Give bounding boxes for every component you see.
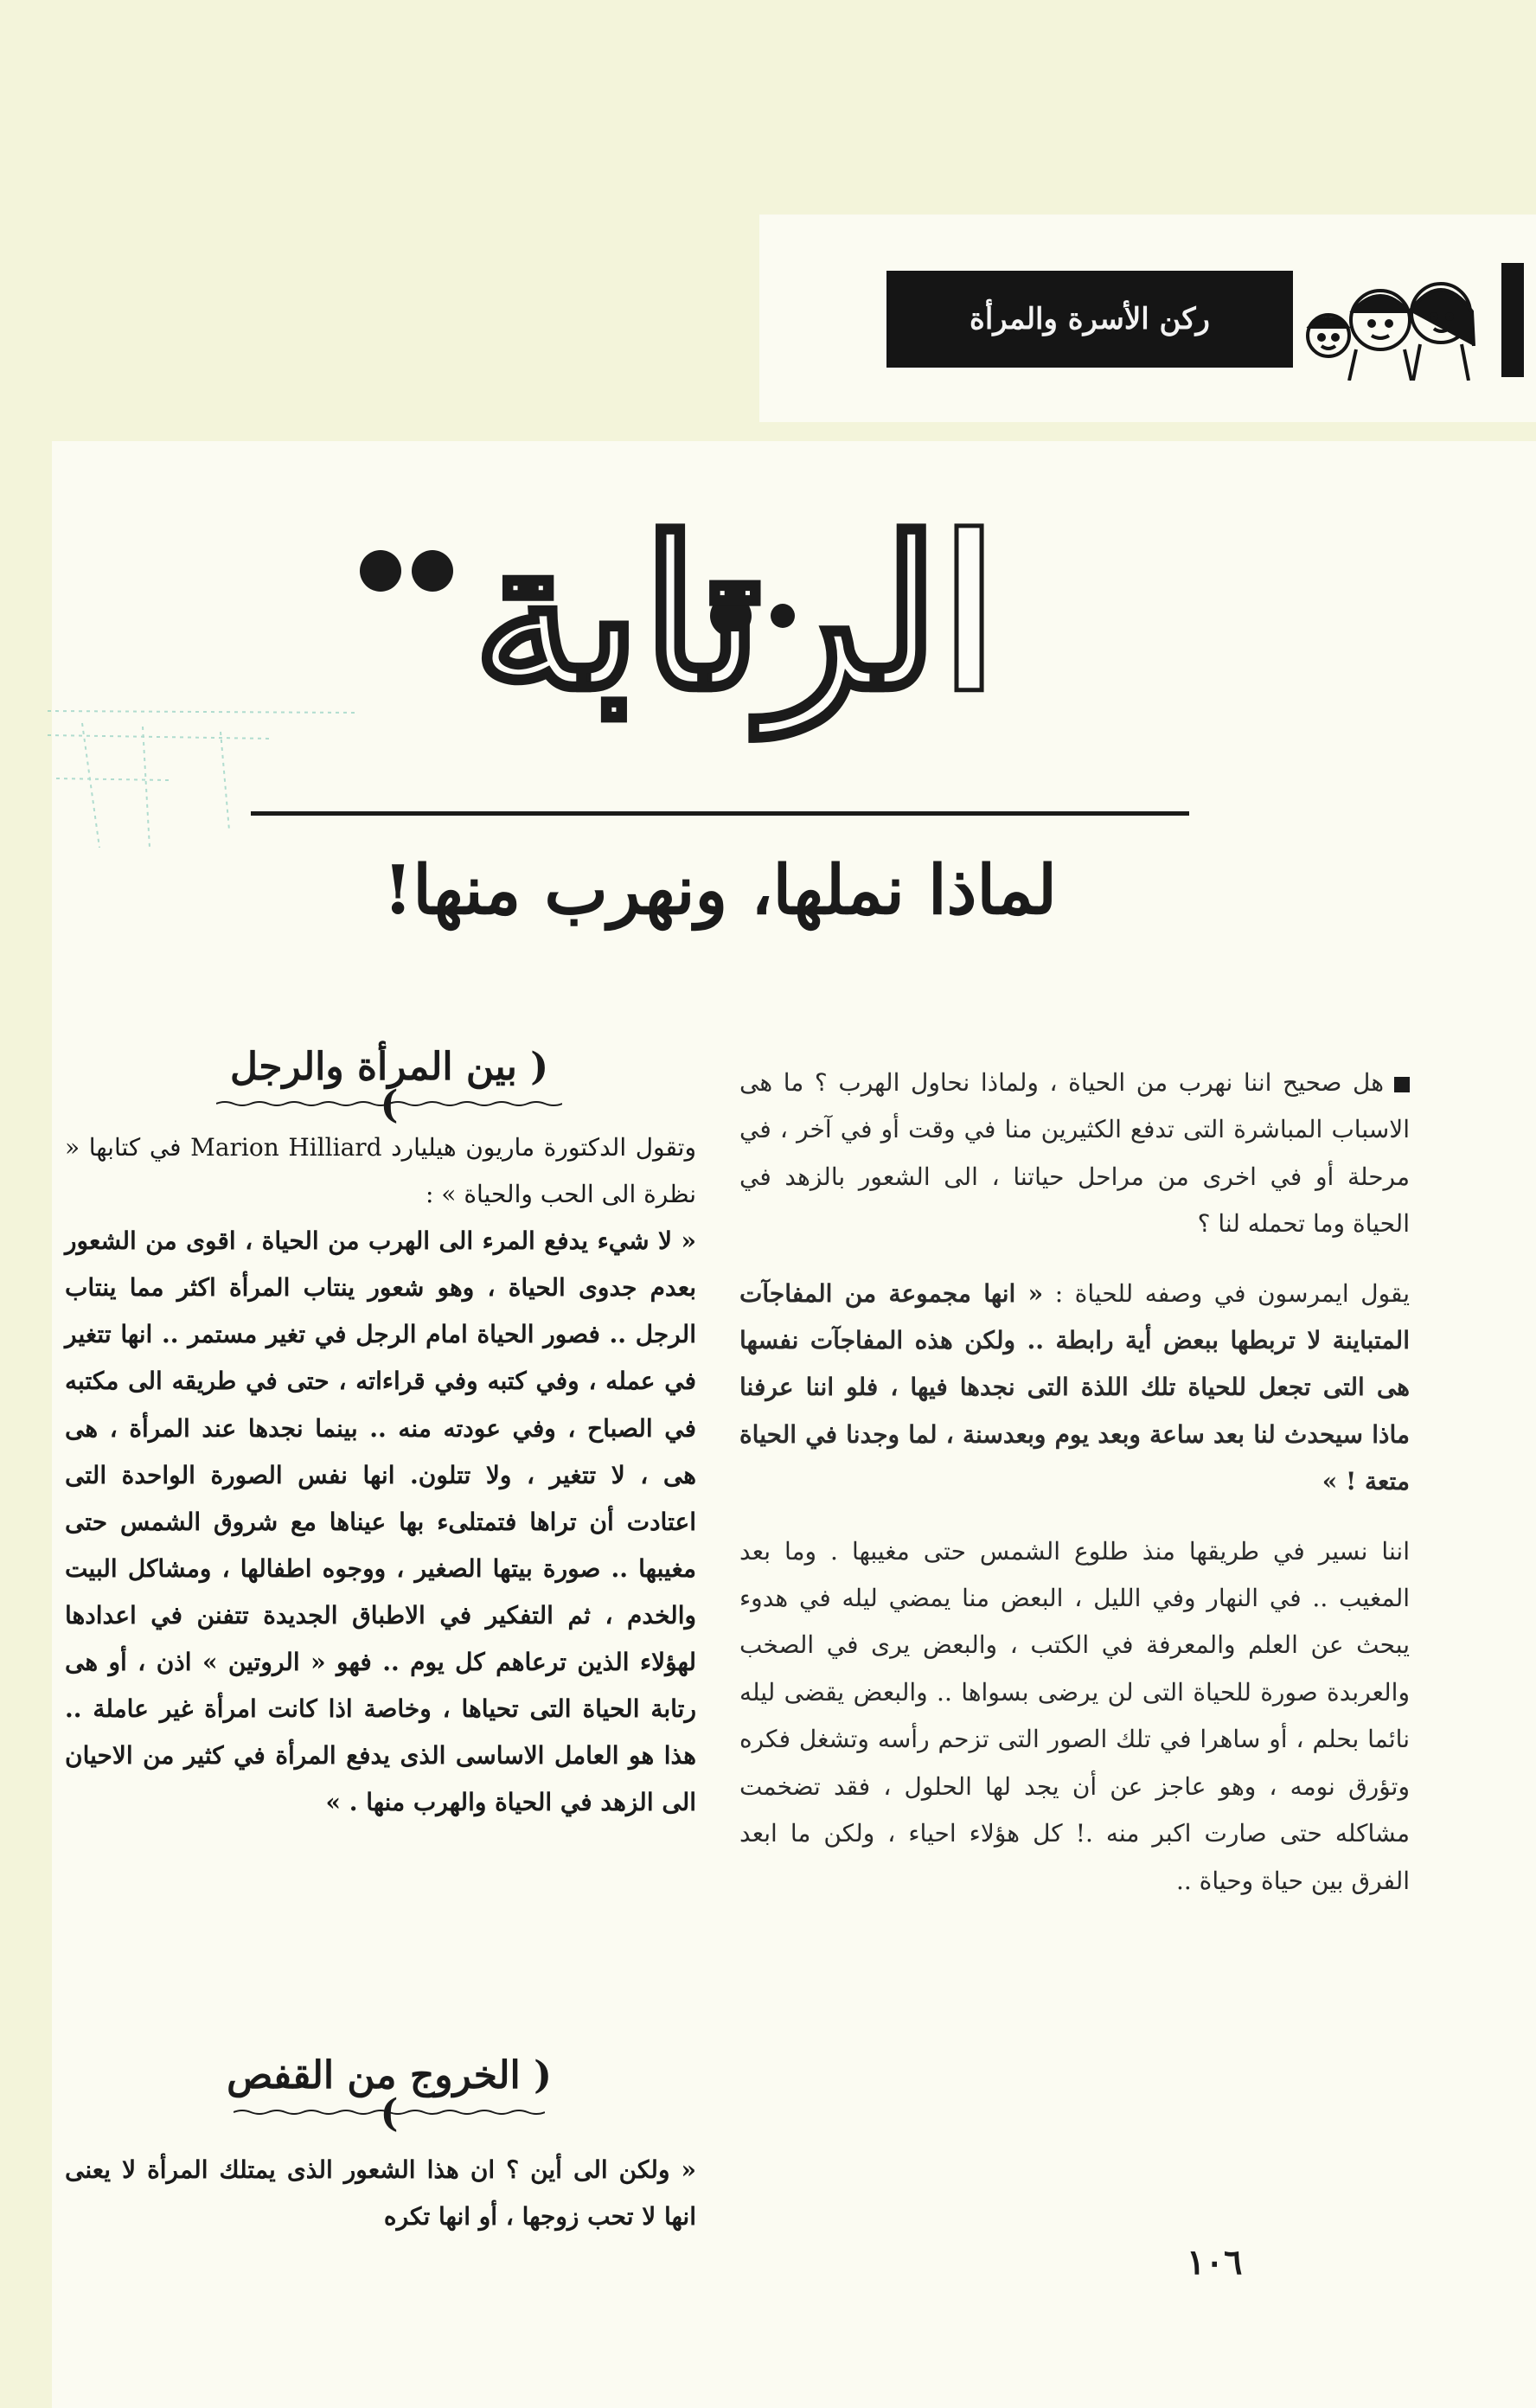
hilliard-intro: وتقول الدكتورة ماريون هيليارد Marion Hilliard في كتابها « نظرة الى الحب والحياة » : <box>65 1133 696 1209</box>
closing-paragraph <box>65 2147 696 2240</box>
intro-text: هل صحيح اننا نهرب من الحياة ، ولماذا نحاول الهرب ؟ ما هى الاسباب المباشرة التى تدفع الكثيرين منا في وقت أو في آخر ، في مرحلة أو في اخرى من مراحل حياتنا ، الى الشعور بالزهد في الحياة وما تحمله لنا ؟ <box>739 1068 1410 1239</box>
paragraph-marker-icon <box>1394 1077 1410 1092</box>
family-faces-icon <box>1296 259 1529 381</box>
section-heading-cage: ( الخروج من القفص ) <box>227 2053 552 2136</box>
hilliard-quote: « لا شيء يدفع المرء الى الهرب من الحياة ، اقوى من الشعور بعدم جدوى الحياة ، وهو شعور ينتاب المرأة اكثر مما ينتاب الرجل .. فصور الحياة امام الرجل في تغير مستمر .. انها تتغير في عمله ، وفي كتبه وفي قراءاته ، حتى في طريقه الى مكتبه في الصباح ، وفي عودته منه .. بينما نجدها عند المرأة ، هى هى ، لا تتغير ، ولا تتلون. انها نفس الصورة الواحدة التى اعتادت أن تراها فتمتلىء بها عيناها مع شروق الشمس حتى مغيبها .. صورة بيتها الصغير ، ووجوه اطفالها ، ومشاكل البيت والخدم ، ثم التفكير في الاطباق الجديدة تتفنن في اعدادها لهؤلاء الذين ترعاهم كل يوم .. فهو « الروتين » اذن ، أو هى رتابة الحياة التى تحياها ، وخاصة اذا كانت امرأة غير عاملة .. هذا هو العامل الاساسى الذى يدفع المرأة في كثير من الاحيان الى الزهد في الحياة والهرب منها . » <box>65 1226 696 1817</box>
life-paragraph: اننا نسير في طريقها منذ طلوع الشمس حتى مغيبها . وما بعد المغيب .. في النهار وفي الليل ، البعض منا يمضي ليله في هدوء يبحث عن العلم والمعرفة في الكتب ، والبعض يرى في الصخب والعربدة صورة للحياة التى لن يرضى بسواها .. والبعض يقضى ليله نائما بحلم ، أو ساهرا في تلك الصور التى تزحم رأسه وتشغل فكره وتؤرق نومه ، وهو عاجز عن أن يجد لها الحلول ، فقد تضخمت مشاكله حتى صارت اكبر منه .! كل هؤلاء احياء ، ولكن ما ابعد الفرق بين حياة وحياة .. <box>739 1536 1410 1895</box>
emerson-lead: يقول ايمرسون في وصفه للحياة : <box>1043 1278 1410 1308</box>
heading-wavy-rule <box>216 1100 562 1107</box>
title-rule <box>251 811 1189 816</box>
heading-wavy-rule-2 <box>234 2109 545 2116</box>
right-column <box>739 1060 1410 1927</box>
article-subtitle: لماذا نملها، ونهرب منها! <box>382 851 1058 930</box>
emerson-quote: « انها مجموعة من المفاجآت المتباينة لا تربطها ببعض أية رابطة .. ولكن هذه المفاجآت نفسها هى التى تجعل للحياة تلك اللذة التى نجدها فيها ، فلو اننا عرفنا ماذا سيحدث لنا بعد ساعة وبعد يوم وبعدسنة ، لما وجدنا في الحياة متعة ! » <box>739 1278 1410 1496</box>
page-number: ١٠٦ <box>1187 2242 1243 2283</box>
intro-paragraph <box>739 1060 1410 1248</box>
section-header-label: ركن الأسرة والمرأة <box>886 271 1293 368</box>
closing-text: « ولكن الى أين ؟ ان هذا الشعور الذى يمتلك المرأة لا يعنى انها لا تحب زوجها ، أو انها تكره <box>65 2155 696 2231</box>
left-column <box>65 1124 696 1848</box>
pen-marks <box>48 701 376 848</box>
article-title: الرتابة <box>472 492 998 736</box>
emerson-paragraph <box>739 1271 1410 1506</box>
section-heading-woman-man: ( بين المرأة والرجل ) <box>229 1045 549 1127</box>
